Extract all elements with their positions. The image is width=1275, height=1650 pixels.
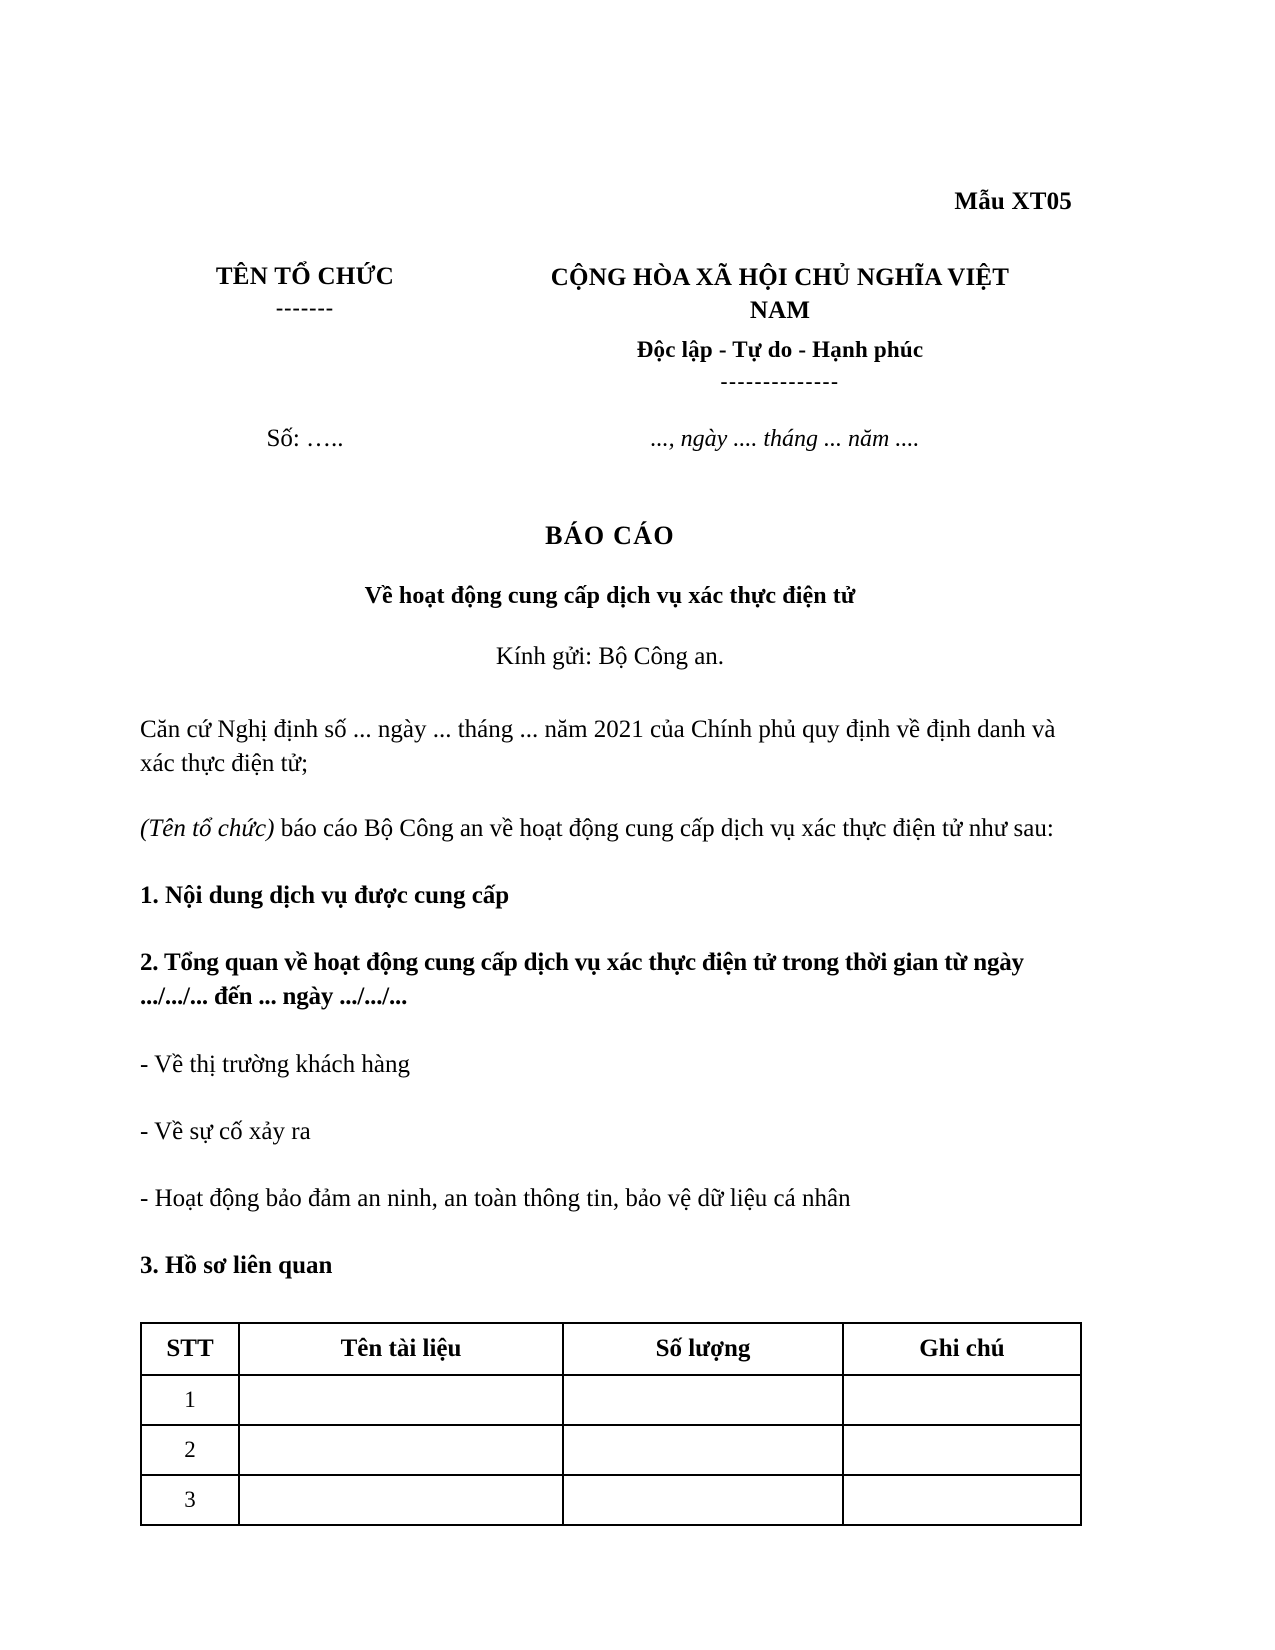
form-code: Mẫu XT05 bbox=[954, 188, 1072, 215]
table-cell-name[interactable] bbox=[239, 1425, 563, 1475]
organization-block bbox=[140, 261, 470, 321]
table-cell-note[interactable] bbox=[843, 1425, 1081, 1475]
document-date-line: ..., ngày .... tháng ... năm .... bbox=[650, 426, 920, 452]
bullet-security-activities: - Hoạt động bảo đảm an ninh, an toàn thông tin, bảo vệ dữ liệu cá nhân bbox=[140, 1185, 851, 1212]
table-cell-qty[interactable] bbox=[563, 1425, 843, 1475]
recipient-line: Kính gửi: Bộ Công an. bbox=[495, 643, 725, 670]
table-header-qty: Số lượng bbox=[563, 1323, 843, 1375]
table-cell-note[interactable] bbox=[843, 1375, 1081, 1425]
table-cell-stt: 1 bbox=[141, 1375, 239, 1425]
bullet-incidents: - Về sự cố xảy ra bbox=[140, 1117, 311, 1145]
organization-placeholder: (Tên tổ chức) bbox=[140, 814, 275, 842]
paragraph-legal-basis: Căn cứ Nghị định số ... ngày ... tháng ... năm 2021 của Chính phủ quy định về định danh và xác thực điện tử; bbox=[140, 716, 1056, 778]
heading-service-content: 1. Nội dung dịch vụ được cung cấp bbox=[140, 881, 510, 909]
table-row bbox=[141, 1475, 1081, 1525]
table-cell-stt: 2 bbox=[141, 1425, 239, 1475]
organization-name: TÊN TỔ CHỨC bbox=[215, 262, 395, 290]
table-cell-qty[interactable] bbox=[563, 1475, 843, 1525]
table-cell-name[interactable] bbox=[239, 1375, 563, 1425]
table-cell-qty[interactable] bbox=[563, 1375, 843, 1425]
related-documents-table bbox=[140, 1322, 1082, 1526]
organization-rule: ------- bbox=[275, 294, 335, 320]
page-subtitle: Về hoạt động cung cấp dịch vụ xác thực điện tử bbox=[364, 583, 856, 609]
document-number: Số: ….. bbox=[266, 425, 344, 452]
table-header-stt: STT bbox=[141, 1323, 239, 1375]
bullet-customer-market: - Về thị trường khách hàng bbox=[140, 1050, 410, 1078]
table-cell-name[interactable] bbox=[239, 1475, 563, 1525]
table-row bbox=[141, 1375, 1081, 1425]
table-header-row bbox=[141, 1323, 1081, 1375]
table-header-note: Ghi chú bbox=[843, 1323, 1081, 1375]
nation-block bbox=[470, 261, 1080, 395]
nation-rule: -------------- bbox=[720, 369, 840, 393]
paragraph-report-intro bbox=[140, 812, 1080, 846]
nation-motto: Độc lập - Tự do - Hạnh phúc bbox=[636, 337, 924, 362]
nation-name: CỘNG HÒA XÃ HỘI CHỦ NGHĨA VIỆT NAM bbox=[550, 263, 1010, 325]
masthead bbox=[140, 261, 1080, 395]
table-cell-note[interactable] bbox=[843, 1475, 1081, 1525]
page-title: BÁO CÁO bbox=[545, 521, 675, 550]
table-row bbox=[141, 1425, 1081, 1475]
number-date-row bbox=[140, 425, 1080, 453]
heading-related-documents: 3. Hồ sơ liên quan bbox=[140, 1252, 333, 1280]
table-cell-stt: 3 bbox=[141, 1475, 239, 1525]
heading-overview: 2. Tổng quan về hoạt động cung cấp dịch vụ xác thực điện tử trong thời gian từ ngày .../.../... đến ... ngày .../.../... bbox=[140, 949, 1024, 1011]
table-header-name: Tên tài liệu bbox=[239, 1323, 563, 1375]
document-content bbox=[140, 188, 1080, 1526]
paragraph-report-intro-text: báo cáo Bộ Công an về hoạt động cung cấp dịch vụ xác thực điện tử như sau: bbox=[274, 814, 1054, 842]
